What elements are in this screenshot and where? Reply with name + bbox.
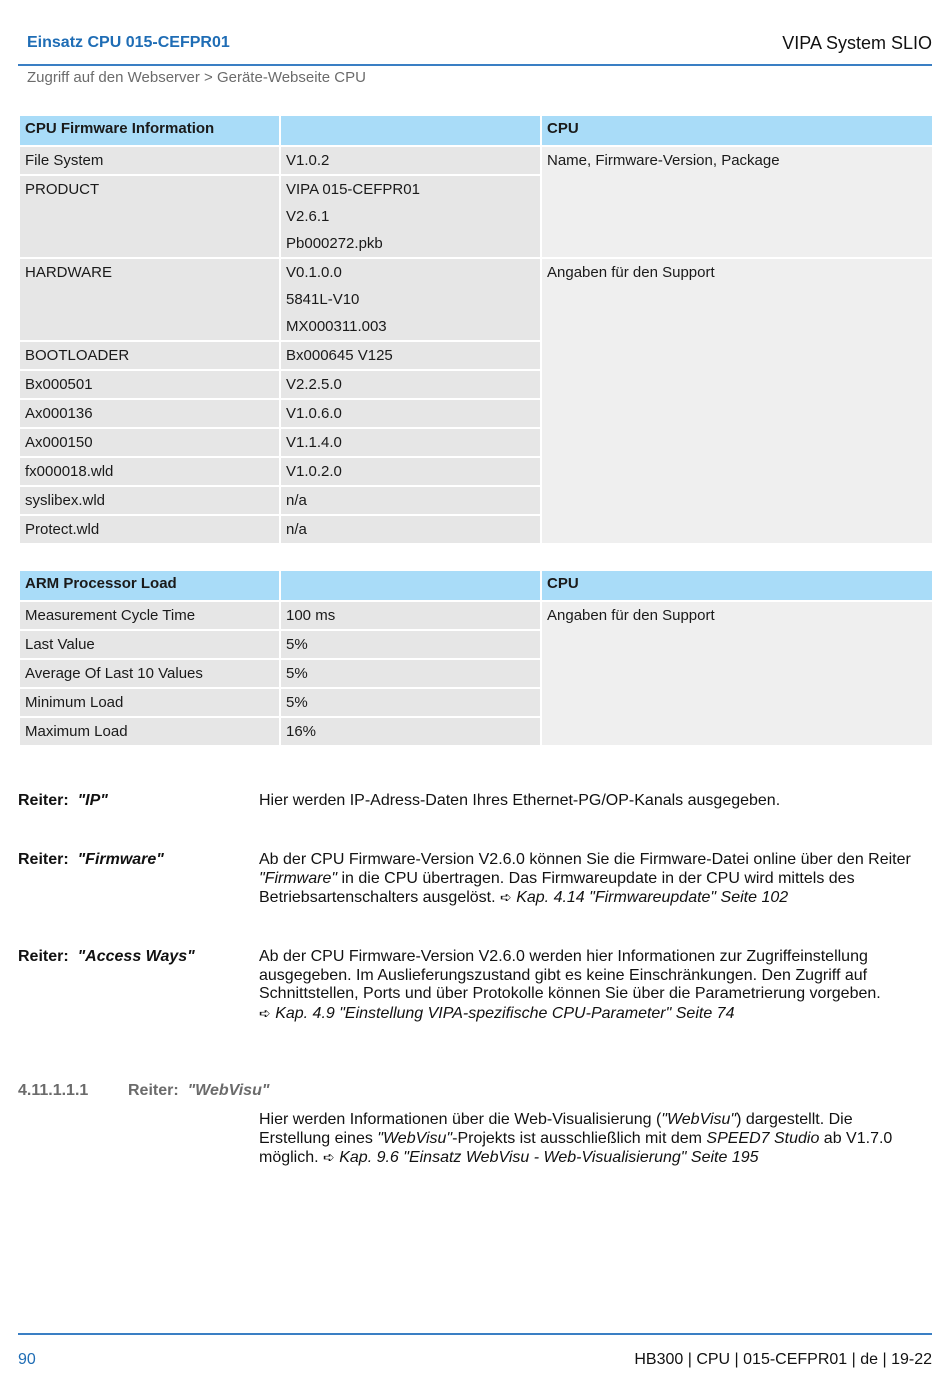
firmware-table [18,114,934,545]
row-value: 5% [281,689,540,716]
section-label-firmware [18,851,164,869]
row-value: 5% [281,631,540,658]
table-header-cell [281,116,540,145]
title-name: "WebVisu" [187,1082,270,1099]
row-value: V1.0.6.0 [281,400,540,427]
text: in die CPU übertragen. Das Firmwareupdate in der CPU wird mittels des Betriebsartenschalters ausgelöst. [259,869,855,906]
page-number: 90 [18,1351,36,1368]
row-name: BOOTLOADER [20,342,279,369]
section-label-access-ways [18,948,195,966]
row-value: Bx000645 V125 [281,342,540,369]
row-value: V1.0.2 [281,147,540,174]
row-name: fx000018.wld [20,458,279,485]
table-header-cell: CPU Firmware Information [20,116,279,145]
label-prefix: Reiter: [18,948,69,965]
text: ab V1.7.0 möglich. [259,1129,893,1166]
row-value: V1.0.2.0 [281,458,540,485]
row-value: MX000311.003 [286,318,387,335]
row-value: n/a [281,487,540,514]
section-label-ip [18,792,108,810]
cross-reference-link[interactable]: Kap. 9.6 "Einsatz WebVisu - Web-Visualisierung" Seite 195 [339,1149,759,1166]
label-prefix: Reiter: [18,851,69,868]
subsection-title [128,1082,269,1100]
text-emphasis: "WebVisu" [377,1129,453,1147]
processor-load-table [18,569,934,747]
text-emphasis: SPEED7 Studio [706,1129,820,1147]
table-row [20,602,932,629]
link-arrow-icon: ➪ [259,1004,271,1021]
row-value: 100 ms [281,602,540,629]
row-value: n/a [281,516,540,543]
product-name: VIPA System SLIO [782,33,932,53]
section-text-ip: Hier werden IP-Adress-Daten Ihres Ethernet-PG/OP-Kanals ausgegeben. [259,792,781,809]
row-value: 16% [281,718,540,745]
table-header-cell: CPU [542,116,932,145]
row-value: V2.2.5.0 [281,371,540,398]
row-name: Protect.wld [20,516,279,543]
text: Hier werden Informationen über die Web-Visualisierung ( [259,1111,662,1128]
row-name: HARDWARE [20,259,279,340]
text-emphasis: "WebVisu" [661,1111,737,1128]
text: -Projekts ist ausschließlich mit dem [452,1129,707,1147]
title-prefix: Reiter: [128,1082,179,1099]
table-header-cell [281,571,540,600]
link-arrow-icon: ➪ [500,889,512,905]
link-arrow-icon: ➪ [323,1149,335,1165]
section-text-firmware [259,851,924,908]
text-emphasis: "Firmware" [259,869,338,887]
row-name: Maximum Load [20,718,279,745]
label-name: "Firmware" [77,851,164,868]
row-value: VIPA 015-CEFPR01 [286,181,420,198]
row-value: V2.6.1 [286,208,330,225]
row-value: 5841L-V10 [286,291,360,308]
row-name: Measurement Cycle Time [20,602,279,629]
row-values [281,259,540,340]
cross-reference-link[interactable]: Kap. 4.14 "Firmwareupdate" Seite 102 [516,889,789,906]
section-text-access-ways [259,948,924,1023]
cross-reference-link[interactable]: Kap. 4.9 "Einstellung VIPA-spezifische CPU-Parameter" Seite 74 [275,1004,735,1022]
text: Ab der CPU Firmware-Version V2.6.0 werden hier Informationen zur Zugriffeinstellung ausgegeben. Im Auslieferungszustand gibt es keine Einschränkungen. Den Zugriff auf Schnittstellen, Ports und über Protokolle können Sie über die Parametrierung vorgeben. [259,948,881,1002]
table-header-row [20,116,932,145]
breadcrumb: Zugriff auf den Webserver > Geräte-Webseite CPU [27,69,366,86]
row-name: Ax000136 [20,400,279,427]
row-values [281,176,540,257]
header-rule [18,64,932,66]
row-name: Ax000150 [20,429,279,456]
row-note: Angaben für den Support [542,259,932,543]
row-name: File System [20,147,279,174]
label-prefix: Reiter: [18,792,69,809]
table-header-cell: CPU [542,571,932,600]
footer-rule [18,1333,932,1335]
row-note: Name, Firmware-Version, Package [542,147,932,257]
table-header-row [20,571,932,600]
row-value: V1.1.4.0 [281,429,540,456]
label-name: "IP" [77,792,108,809]
row-value: 5% [281,660,540,687]
text: Ab der CPU Firmware-Version V2.6.0 können Sie die Firmware-Datei online über den Reiter [259,851,911,868]
text: ) dargestellt. Die Erstellung eines [259,1111,853,1147]
label-name: "Access Ways" [77,948,195,965]
chapter-title: Einsatz CPU 015-CEFPR01 [27,34,230,51]
table-header-cell: ARM Processor Load [20,571,279,600]
subsection-number: 4.11.1.1.1 [18,1082,89,1099]
table-row [20,259,932,340]
row-name: Minimum Load [20,689,279,716]
row-value: Pb000272.pkb [286,235,383,252]
row-value: V0.1.0.0 [286,264,342,281]
row-name: Last Value [20,631,279,658]
subsection-text [259,1111,924,1168]
table-row [20,147,932,174]
row-note: Angaben für den Support [542,602,932,745]
row-name: syslibex.wld [20,487,279,514]
document-id: HB300 | CPU | 015-CEFPR01 | de | 19-22 [634,1351,932,1368]
row-name: Average Of Last 10 Values [20,660,279,687]
row-name: PRODUCT [20,176,279,257]
row-name: Bx000501 [20,371,279,398]
